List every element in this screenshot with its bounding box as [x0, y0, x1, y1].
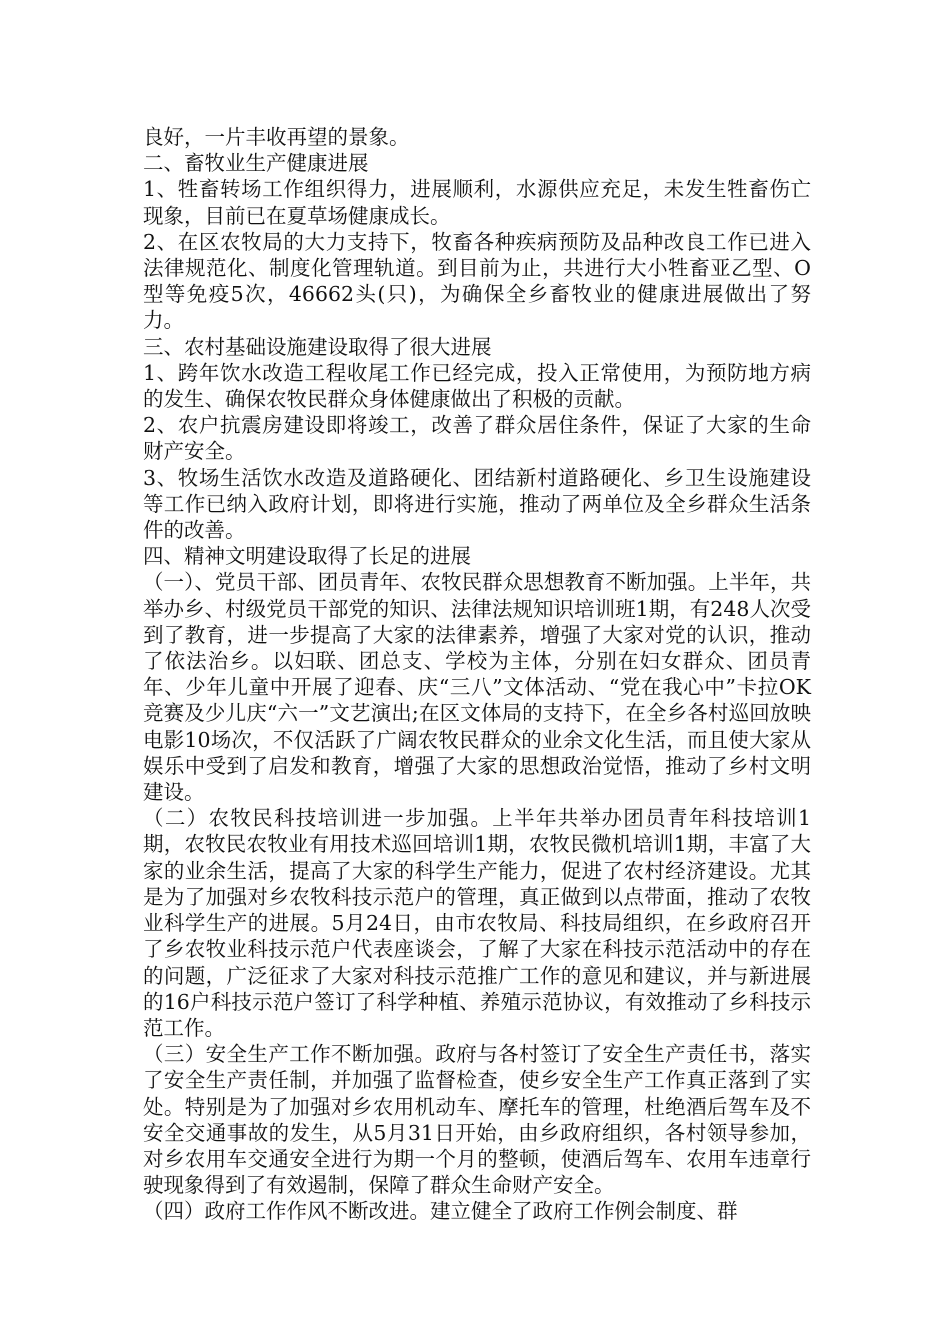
document-body: [143, 124, 811, 1225]
paragraph: 3、牧场生活饮水改造及道路硬化、团结新村道路硬化、乡卫生设施建设等工作已纳入政府计划，即将进行实施，推动了两单位及全乡群众生活条件的改善。: [143, 465, 811, 543]
section-heading-4: 四、精神文明建设取得了长足的进展: [143, 544, 471, 569]
paragraph: 1、跨年饮水改造工程收尾工作已经完成，投入正常使用，为预防地方病的发生、确保农牧民群众身体健康做出了积极的贡献。: [143, 360, 811, 412]
paragraph: （二）农牧民科技培训进一步加强。上半年共举办团员青年科技培训1期，农牧民农牧业有用技术巡回培训1期，农牧民微机培训1期，丰富了大家的业余生活，提高了大家的科学生产能力，促进了农村经济建设。尤其是为了加强对乡农牧科技示范户的管理，真正做到以点带面，推动了农牧业科学生产的进展。5月24日，由市农牧局、科技局组织，在乡政府召开了乡农牧业科技示范户代表座谈会，了解了大家在科技示范活动中的存在的问题，广泛征求了大家对科技示范推广工作的意见和建议，并与新进展的16户科技示范户签订了科学种植、养殖示范协议，有效推动了乡科技示范工作。: [143, 806, 811, 1040]
paragraph-continuation: 良好，一片丰收再望的景象。: [143, 125, 410, 149]
paragraph: （三）安全生产工作不断加强。政府与各村签订了安全生产责任书，落实了安全生产责任制，并加强了监督检查，使乡安全生产工作真正落到了实处。特别是为了加强对乡农用机动车、摩托车的管理，杜绝酒后驾车及不安全交通事故的发生，从5月31日开始，由乡政府组织，各村领导参加，对乡农用车交通安全进行为期一个月的整顿，使酒后驾车、农用车违章行驶现象得到了有效遏制，保障了群众生命财产安全。: [143, 1042, 811, 1198]
section-heading-3: 三、农村基础设施建设取得了很大进展: [143, 334, 492, 359]
paragraph: 1、牲畜转场工作组织得力，进展顺利，水源供应充足，未发生牲畜伤亡现象，目前已在夏草场健康成长。: [143, 177, 811, 228]
paragraph: （四）政府工作作风不断改进。建立健全了政府工作例会制度、群: [143, 1199, 738, 1224]
paragraph: 2、农户抗震房建设即将竣工，改善了群众居住条件，保证了大家的生命财产安全。: [143, 413, 811, 464]
paragraph: 2、在区农牧局的大力支持下，牧畜各种疾病预防及品种改良工作已进入法律规范化、制度化管理轨道。到目前为止，共进行大小牲畜亚乙型、O型等免疫5次，46662头(只)，为确保全乡畜牧业的健康进展做出了努力。: [143, 229, 811, 333]
paragraph: （一）、党员干部、团员青年、农牧民群众思想教育不断加强。上半年，共举办乡、村级党员干部党的知识、法律法规知识培训班1期，有248人次受到了教育，进一步提高了大家的法律素养，增强了大家对党的认识，推动了依法治乡。以妇联、团总支、学校为主体，分别在妇女群众、团员青年、少年儿童中开展了迎春、庆“三八”文体活动、“党在我心中”卡拉OK竞赛及少儿庆“六一”文艺演出;在区文体局的支持下，在全乡各村巡回放映电影10场次，不仅活跃了广阔农牧民群众的业余文化生活，而且使大家从娱乐中受到了启发和教育，增强了大家的思想政治觉悟，推动了乡村文明建设。: [143, 570, 811, 805]
section-heading-2: 二、畜牧业生产健康进展: [143, 151, 369, 176]
